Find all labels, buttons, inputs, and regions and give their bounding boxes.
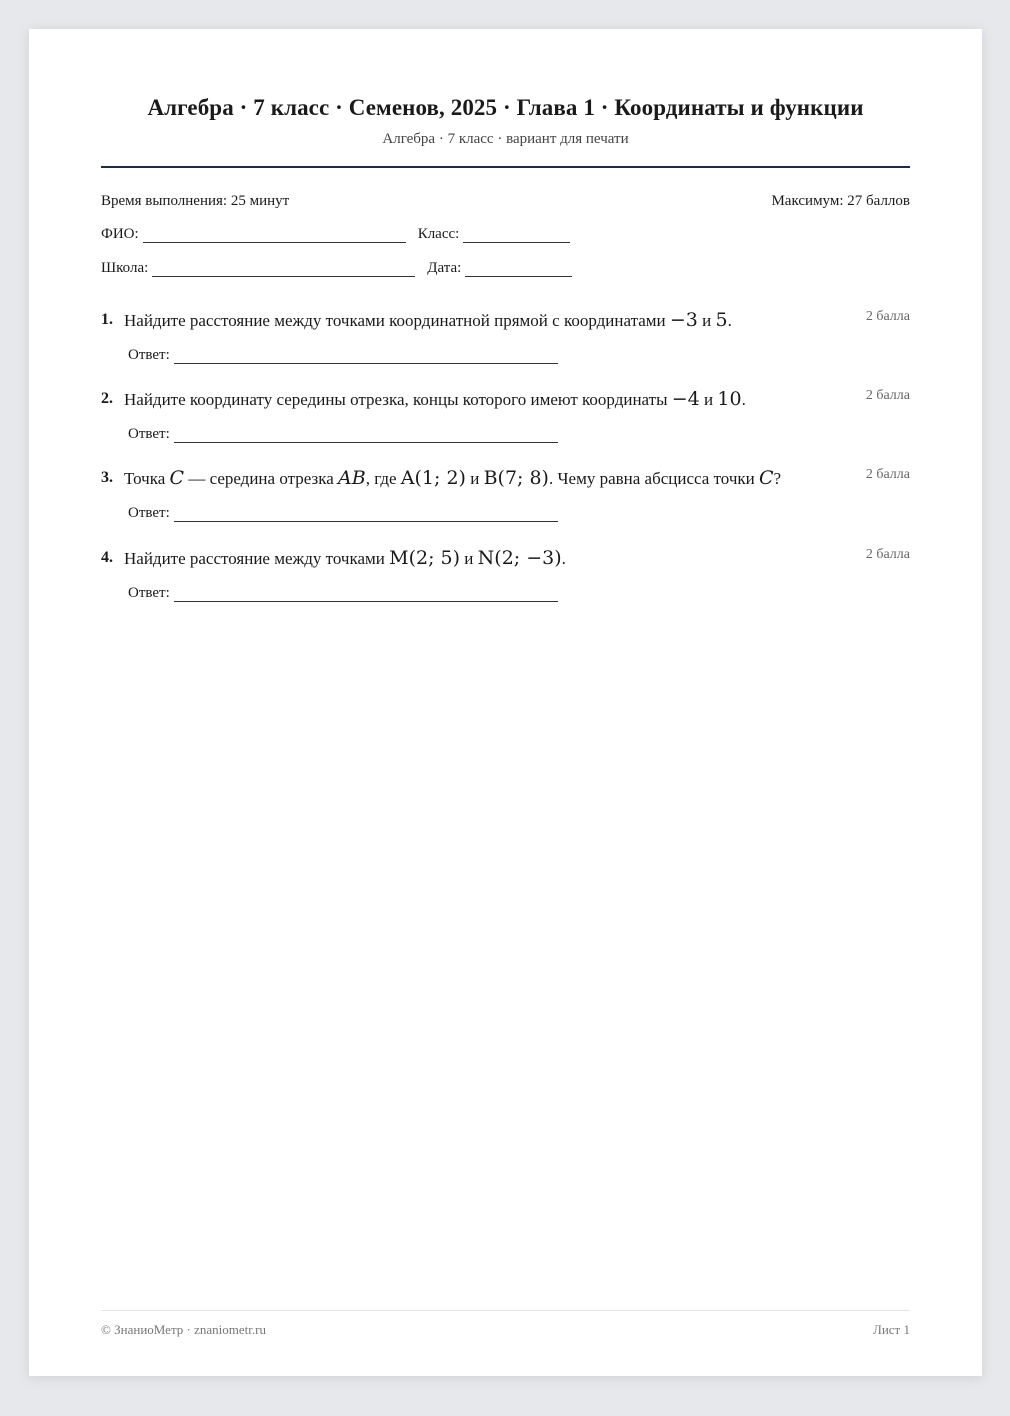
question-points: 2 балла: [865, 388, 910, 403]
text-part: — середина отрезка: [184, 469, 339, 488]
question-number: 2.: [101, 390, 113, 407]
answer-row-4: [128, 585, 558, 602]
answer-field[interactable]: [174, 587, 558, 602]
text-part: и: [465, 469, 484, 488]
text-part: и: [697, 311, 716, 330]
name-field[interactable]: [143, 228, 406, 243]
math-value: AB: [338, 467, 366, 489]
math-value: M(2; 5): [389, 547, 461, 569]
text-part: Найдите расстояние между точками: [124, 549, 390, 568]
footer-divider: [101, 1310, 910, 1311]
page-subtitle: Алгебра · 7 класс · вариант для печати: [382, 131, 629, 147]
math-value: C: [169, 467, 185, 489]
page-number: Лист 1: [873, 1322, 910, 1337]
header-divider: [101, 166, 910, 168]
question-points: 2 балла: [865, 547, 910, 562]
math-value: C: [759, 467, 774, 489]
math-value: N(2; −3): [477, 547, 562, 569]
text-part: .: [741, 390, 746, 409]
text-part: .: [727, 311, 732, 330]
answer-label: Ответ:: [128, 426, 170, 442]
math-value: −3: [669, 309, 698, 331]
question-points: 2 балла: [865, 309, 910, 324]
worksheet-page: [29, 29, 982, 1376]
math-value: 5: [715, 309, 728, 331]
answer-label: Ответ:: [128, 347, 170, 363]
max-score: Максимум: 27 баллов: [771, 193, 910, 209]
text-part: ?: [773, 469, 782, 488]
name-label: ФИО:: [101, 226, 139, 242]
class-label: Класс:: [417, 226, 460, 242]
answer-row-2: [128, 426, 558, 443]
question-text: [124, 388, 746, 410]
time-limit: Время выполнения: 25 минут: [101, 193, 290, 209]
text-part: Точка: [124, 469, 170, 488]
footer-copyright: © ЗнаниоМетр · znaniometr.ru: [101, 1322, 266, 1337]
student-fields-row-2: [101, 260, 910, 277]
question-points: 2 балла: [865, 467, 910, 482]
school-label: Школа:: [101, 260, 149, 276]
date-field[interactable]: [465, 262, 572, 277]
answer-label: Ответ:: [128, 585, 170, 601]
page-content: [101, 29, 910, 1376]
text-part: и: [460, 549, 478, 568]
math-value: −4: [671, 388, 700, 410]
question-number: 3.: [101, 469, 113, 486]
text-part: . Чему равна абсцисса точки: [548, 469, 759, 488]
text-part: .: [561, 549, 566, 568]
answer-row-3: [128, 505, 558, 522]
question-text: [124, 547, 566, 569]
math-value: A(1; 2): [400, 467, 466, 489]
math-value: B(7; 8): [483, 467, 549, 489]
text-part: , где: [365, 469, 401, 488]
answer-field[interactable]: [174, 349, 558, 364]
answer-field[interactable]: [174, 507, 558, 522]
school-field[interactable]: [152, 262, 415, 277]
text-part: Найдите координату середины отрезка, концы которого имеют координаты: [124, 390, 672, 409]
answer-label: Ответ:: [128, 505, 170, 521]
question-text: [124, 467, 781, 489]
student-fields-row-1: [101, 226, 910, 243]
text-part: Найдите расстояние между точками координатной прямой с координатами: [124, 311, 670, 330]
question-text: [124, 309, 732, 331]
answer-field[interactable]: [174, 428, 558, 443]
date-label: Дата:: [427, 260, 462, 276]
answer-row-1: [128, 347, 558, 364]
math-value: 10: [717, 388, 742, 410]
question-number: 1.: [101, 311, 113, 328]
text-part: и: [699, 390, 718, 409]
page-title: Алгебра · 7 класс · Семенов, 2025 · Глава 1 · Координаты и функции: [147, 95, 864, 120]
class-field[interactable]: [463, 228, 570, 243]
question-number: 4.: [101, 549, 113, 566]
